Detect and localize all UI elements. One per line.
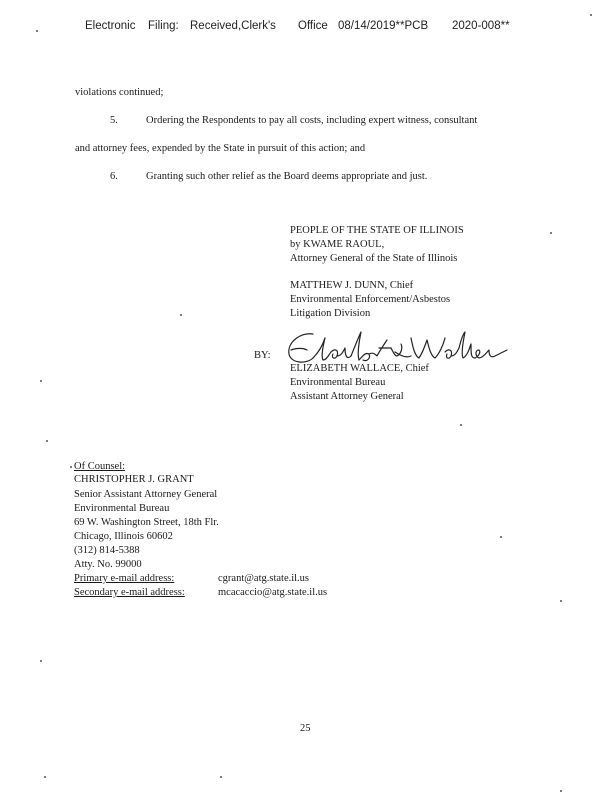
scan-speck xyxy=(560,600,562,602)
item-6-text: Granting such other relief as the Board deems appropriate and just. xyxy=(146,171,428,182)
scan-speck xyxy=(550,232,552,234)
header-office: Office xyxy=(298,20,328,32)
primary-email[interactable]: cgrant@atg.state.il.us xyxy=(218,573,310,584)
counsel-phone: (312) 814-5388 xyxy=(74,545,140,556)
sig-litigation: Litigation Division xyxy=(290,308,371,319)
scan-speck xyxy=(560,790,562,792)
scan-speck xyxy=(40,380,42,382)
counsel-heading: Of Counsel: xyxy=(74,461,126,472)
sig-asst-ag: Assistant Attorney General xyxy=(290,391,404,402)
scan-speck xyxy=(460,424,462,426)
sig-by-raoul: by KWAME RAOUL, xyxy=(290,239,385,250)
scan-speck xyxy=(500,536,502,538)
header-case: 2020-008** xyxy=(452,20,510,32)
header-date: 08/14/2019**PCB xyxy=(338,20,429,32)
counsel-name: CHRISTOPHER J. GRANT xyxy=(74,474,194,485)
scan-speck xyxy=(44,776,46,778)
counsel-atty-no: Atty. No. 99000 xyxy=(74,559,142,570)
sig-ag: Attorney General of the State of Illinois xyxy=(290,253,458,264)
counsel-city: Chicago, Illinois 60602 xyxy=(74,531,173,542)
sig-by-label: BY: xyxy=(254,350,271,361)
sig-people: PEOPLE OF THE STATE OF ILLINOIS xyxy=(290,225,464,236)
scan-speck xyxy=(70,466,72,468)
scan-speck xyxy=(180,314,182,316)
counsel-title: Senior Assistant Attorney General xyxy=(74,489,218,500)
header-electronic: Electronic xyxy=(85,20,136,32)
scan-speck xyxy=(220,776,222,778)
header-filing: Filing: xyxy=(148,20,179,32)
secondary-email[interactable]: mcacaccio@atg.state.il.us xyxy=(218,587,328,598)
sig-env-enf: Environmental Enforcement/Asbestos xyxy=(290,294,451,305)
scan-speck xyxy=(46,440,48,442)
scan-speck xyxy=(40,660,42,662)
scan-speck xyxy=(36,30,38,32)
item-5-continued: and attorney fees, expended by the State in pursuit of this action; and xyxy=(75,143,366,154)
counsel-street: 69 W. Washington Street, 18th Flr. xyxy=(74,517,219,528)
item-6-number: 6. xyxy=(110,171,118,182)
primary-email-label: Primary e-mail address: xyxy=(74,573,175,584)
body-line-violations: violations continued; xyxy=(75,87,164,98)
sig-env-bureau: Environmental Bureau xyxy=(290,377,386,388)
header-received: Received,Clerk's xyxy=(190,20,276,32)
sig-dunn: MATTHEW J. DUNN, Chief xyxy=(290,280,414,291)
counsel-bureau: Environmental Bureau xyxy=(74,503,170,514)
secondary-email-label: Secondary e-mail address: xyxy=(74,587,185,598)
item-5-text: Ordering the Respondents to pay all costs, including expert witness, consultant xyxy=(146,115,478,126)
scan-speck xyxy=(590,14,592,16)
page-number: 25 xyxy=(300,723,311,734)
sig-wallace: ELIZABETH WALLACE, Chief xyxy=(290,363,429,374)
item-5-number: 5. xyxy=(110,115,118,126)
